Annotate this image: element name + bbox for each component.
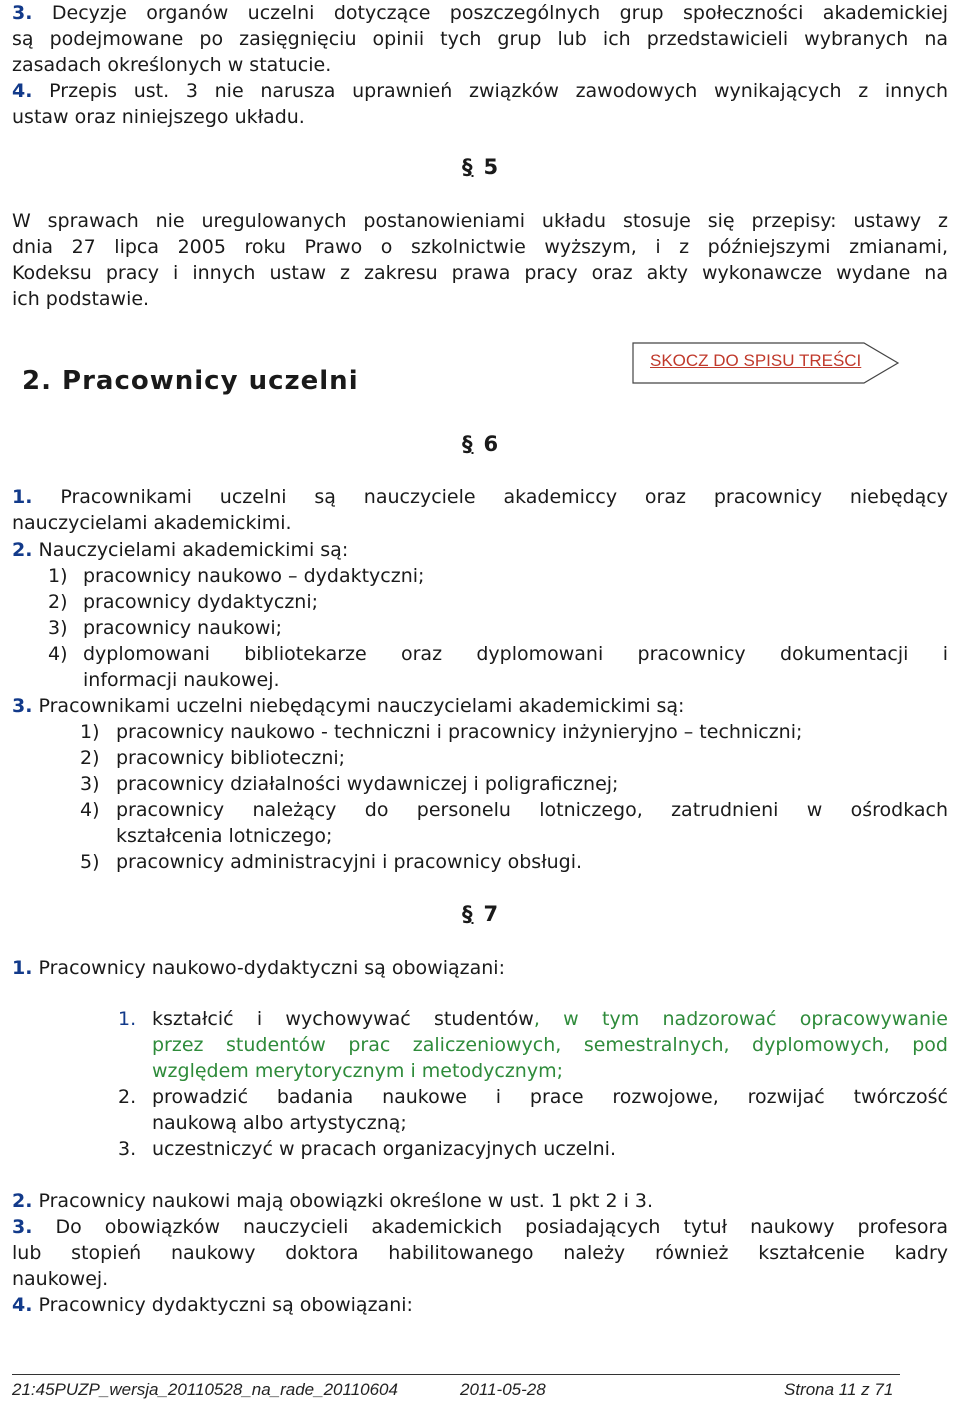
para-text: Decyzje organów uczelni dotyczące poszczególnych grup społeczności akademickiej — [51, 2, 948, 24]
list-number: 1) — [80, 721, 100, 743]
list-number: 3) — [80, 773, 100, 795]
list-text-black: kształcić i wychowywać studentów — [152, 1008, 534, 1030]
list-number: 1. — [118, 1008, 137, 1030]
list-text: dyplomowani bibliotekarze oraz dyplomowani pracownicy dokumentacji i — [83, 643, 948, 665]
para-text: Nauczycielami akademickimi są: — [38, 539, 349, 561]
section-heading-5 — [462, 155, 499, 179]
s6-p1-line1 — [12, 484, 948, 510]
para-3-line3: zasadach określonych w statucie. — [12, 54, 332, 76]
list-item — [48, 589, 948, 615]
para-number: 1. — [12, 486, 33, 508]
s5-line3: Kodeksu pracy i innych ustaw z zakresu prawa pracy oraz akty wykonawcze wydane na — [12, 262, 948, 284]
list-number: 3. — [118, 1138, 137, 1160]
list-item — [48, 641, 948, 667]
list-item-continuation: względem merytorycznym i metodycznym; — [152, 1060, 563, 1082]
list-item — [80, 797, 948, 823]
list-number: 3) — [48, 617, 68, 639]
section-heading-7 — [462, 902, 499, 926]
list-item-continuation: kształcenia lotniczego; — [116, 825, 333, 847]
para-3-line1 — [12, 0, 948, 26]
list-text: pracownicy należący do personelu lotniczego, zatrudnieni w ośrodkach — [116, 799, 948, 821]
list-number: 5) — [80, 851, 100, 873]
para-4-line2: ustaw oraz niniejszego układu. — [12, 106, 305, 128]
list-item — [118, 1006, 948, 1032]
para-text: Przepis ust. 3 nie narusza uprawnień związków zawodowych wynikających z innych — [49, 80, 949, 102]
para-text: Pracownicy naukowo-dydaktyczni są obowiązani: — [38, 957, 505, 979]
s7-p3-line3: naukowej. — [12, 1268, 109, 1290]
para-number: 1. — [12, 957, 33, 979]
list-text: pracownicy naukowi; — [83, 617, 283, 639]
list-text: pracownicy dydaktyczni; — [83, 591, 319, 613]
s5-line2: dnia 27 lipca 2005 roku Prawo o szkolnictwie wyższym, i z późniejszymi zmianami, — [12, 236, 948, 258]
s7-p1-intro — [12, 955, 505, 981]
para-text: Pracownikami uczelni niebędącymi nauczycielami akademickimi są: — [38, 695, 685, 717]
para-number: 4. — [12, 1294, 33, 1316]
chapter-number: 2. — [22, 366, 52, 396]
list-number: 4) — [48, 643, 68, 665]
section-symbol: § — [462, 155, 474, 179]
para-number: 4. — [12, 80, 33, 102]
list-number: 4) — [80, 799, 100, 821]
list-item — [80, 849, 948, 875]
list-item — [80, 771, 948, 797]
section-number: 5 — [483, 155, 500, 179]
footer-divider — [12, 1374, 900, 1375]
s7-p3-line2: lub stopień naukowy doktora habilitowanego należy również kształcenie kadry — [12, 1242, 948, 1264]
chapter-heading — [22, 366, 359, 396]
section-symbol: § — [462, 432, 474, 456]
list-text: prowadzić badania naukowe i prace rozwojowe, rozwijać twórczość — [152, 1086, 948, 1108]
list-number: 2. — [118, 1086, 137, 1108]
s7-p4 — [12, 1292, 413, 1318]
para-text: Do obowiązków nauczycieli akademickich posiadających tytuł naukowy profesora — [55, 1216, 948, 1238]
list-text: uczestniczyć w pracach organizacyjnych uczelni. — [152, 1138, 616, 1160]
s6-p3-intro — [12, 693, 684, 719]
chapter-title: Pracownicy uczelni — [62, 366, 359, 396]
list-text: pracownicy naukowo - techniczni i pracownicy inżynieryjno – techniczni; — [116, 721, 803, 743]
list-item-continuation: informacji naukowej. — [83, 669, 280, 691]
para-number: 3. — [12, 695, 33, 717]
para-text: Pracownicy dydaktyczni są obowiązani: — [38, 1294, 413, 1316]
list-text — [152, 1006, 948, 1032]
list-number: 2) — [80, 747, 100, 769]
footer-doc-id: 21:45PUZP_wersja_20110528_na_rade_20110604 — [12, 1380, 398, 1399]
list-text: pracownicy biblioteczni; — [116, 747, 346, 769]
list-text: pracownicy działalności wydawniczej i poligraficznej; — [116, 773, 619, 795]
section-number: 7 — [483, 902, 500, 926]
list-item — [48, 563, 948, 589]
section-number: 6 — [483, 432, 500, 456]
para-text: Pracownikami uczelni są nauczyciele akademiccy oraz pracownicy niebędący — [60, 486, 948, 508]
para-3-line2: są podejmowane po zasięgnięciu opinii tych grup lub ich przedstawicieli wybranych na — [12, 28, 948, 50]
para-number: 3. — [12, 2, 33, 24]
list-item — [80, 719, 948, 745]
list-number: 2) — [48, 591, 68, 613]
list-item — [118, 1136, 948, 1162]
list-item — [48, 615, 948, 641]
list-item — [118, 1084, 948, 1110]
para-number: 3. — [12, 1216, 33, 1238]
s7-p3-line1 — [12, 1214, 948, 1240]
list-text-green: , w tym nadzorować opracowywanie — [533, 1008, 948, 1030]
section-heading-6 — [462, 432, 499, 456]
para-text: Pracownicy naukowi mają obowiązki określone w ust. 1 pkt 2 i 3. — [38, 1190, 654, 1212]
s5-line4: ich podstawie. — [12, 288, 150, 310]
s6-p2-intro — [12, 537, 348, 563]
para-4-line1 — [12, 78, 948, 104]
skip-to-toc-button[interactable] — [632, 342, 900, 384]
s7-p2 — [12, 1188, 653, 1214]
footer-page-number: Strona 11 z 71 — [784, 1380, 894, 1399]
para-number: 2. — [12, 1190, 33, 1212]
list-item-continuation: naukową albo artystyczną; — [152, 1112, 407, 1134]
list-text: pracownicy administracyjni i pracownicy obsługi. — [116, 851, 583, 873]
para-number: 2. — [12, 539, 33, 561]
list-number: 1) — [48, 565, 68, 587]
s6-p1-line2: nauczycielami akademickimi. — [12, 512, 292, 534]
list-text: pracownicy naukowo – dydaktyczni; — [83, 565, 425, 587]
list-item-continuation: przez studentów prac zaliczeniowych, semestralnych, dyplomowych, pod — [152, 1034, 948, 1056]
footer-date: 2011-05-28 — [460, 1380, 546, 1399]
skip-to-toc-link[interactable]: SKOCZ DO SPISU TREŚCI — [650, 351, 862, 370]
list-item — [80, 745, 948, 771]
s5-line1: W sprawach nie uregulowanych postanowieniami układu stosuje się przepisy: ustawy z — [12, 210, 948, 232]
section-symbol: § — [462, 902, 474, 926]
